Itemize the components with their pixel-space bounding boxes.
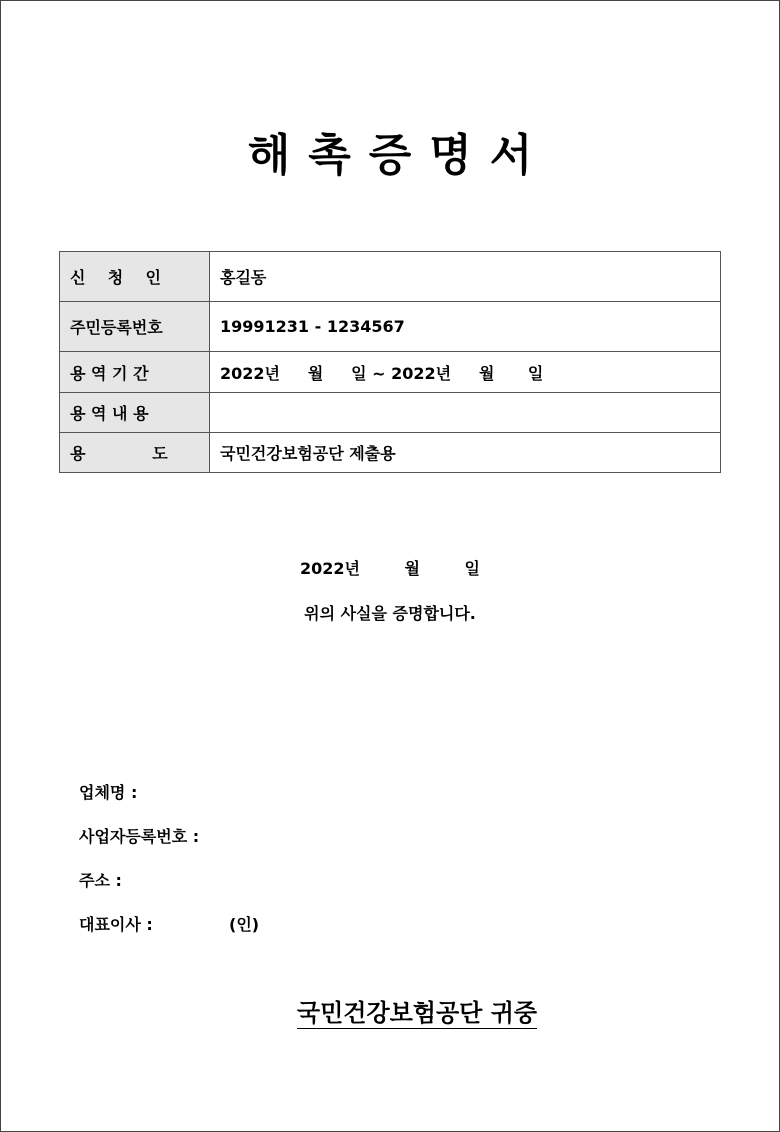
service-content-label: 용 역 내 용 (60, 393, 210, 433)
info-table (59, 251, 721, 473)
row-applicant (60, 252, 721, 302)
row-service-content (60, 393, 721, 433)
resident-number-label: 주민등록번호 (60, 302, 210, 352)
address-label: 주소 : (79, 871, 122, 890)
representative-label: 대표이사 : (79, 915, 153, 934)
resident-number-value: 19991231 - 1234567 (210, 302, 721, 352)
issue-date: 2022년 월 일 (299, 559, 481, 578)
applicant-value: 홍길동 (210, 252, 721, 302)
document-title: 해촉증명서 (247, 130, 551, 181)
row-resident-number (60, 302, 721, 352)
service-period-value: 2022년 월 일 ~ 2022년 월 일 (210, 352, 721, 393)
recipient-text: 국민건강보험공단 귀중 (296, 999, 538, 1027)
seal-mark: (인) (229, 915, 260, 934)
applicant-label: 신 청 인 (60, 252, 210, 302)
purpose-label: 용 도 (60, 433, 210, 473)
service-period-label: 용 역 기 간 (60, 352, 210, 393)
purpose-value: 국민건강보험공단 제출용 (210, 433, 721, 473)
row-service-period (60, 352, 721, 393)
certification-statement: 위의 사실을 증명합니다. (304, 604, 476, 623)
company-name-label: 업체명 : (79, 783, 138, 802)
service-content-value (210, 393, 721, 433)
row-purpose (60, 433, 721, 473)
recipient-line (1, 993, 780, 1028)
business-registration-label: 사업자등록번호 : (79, 827, 200, 846)
